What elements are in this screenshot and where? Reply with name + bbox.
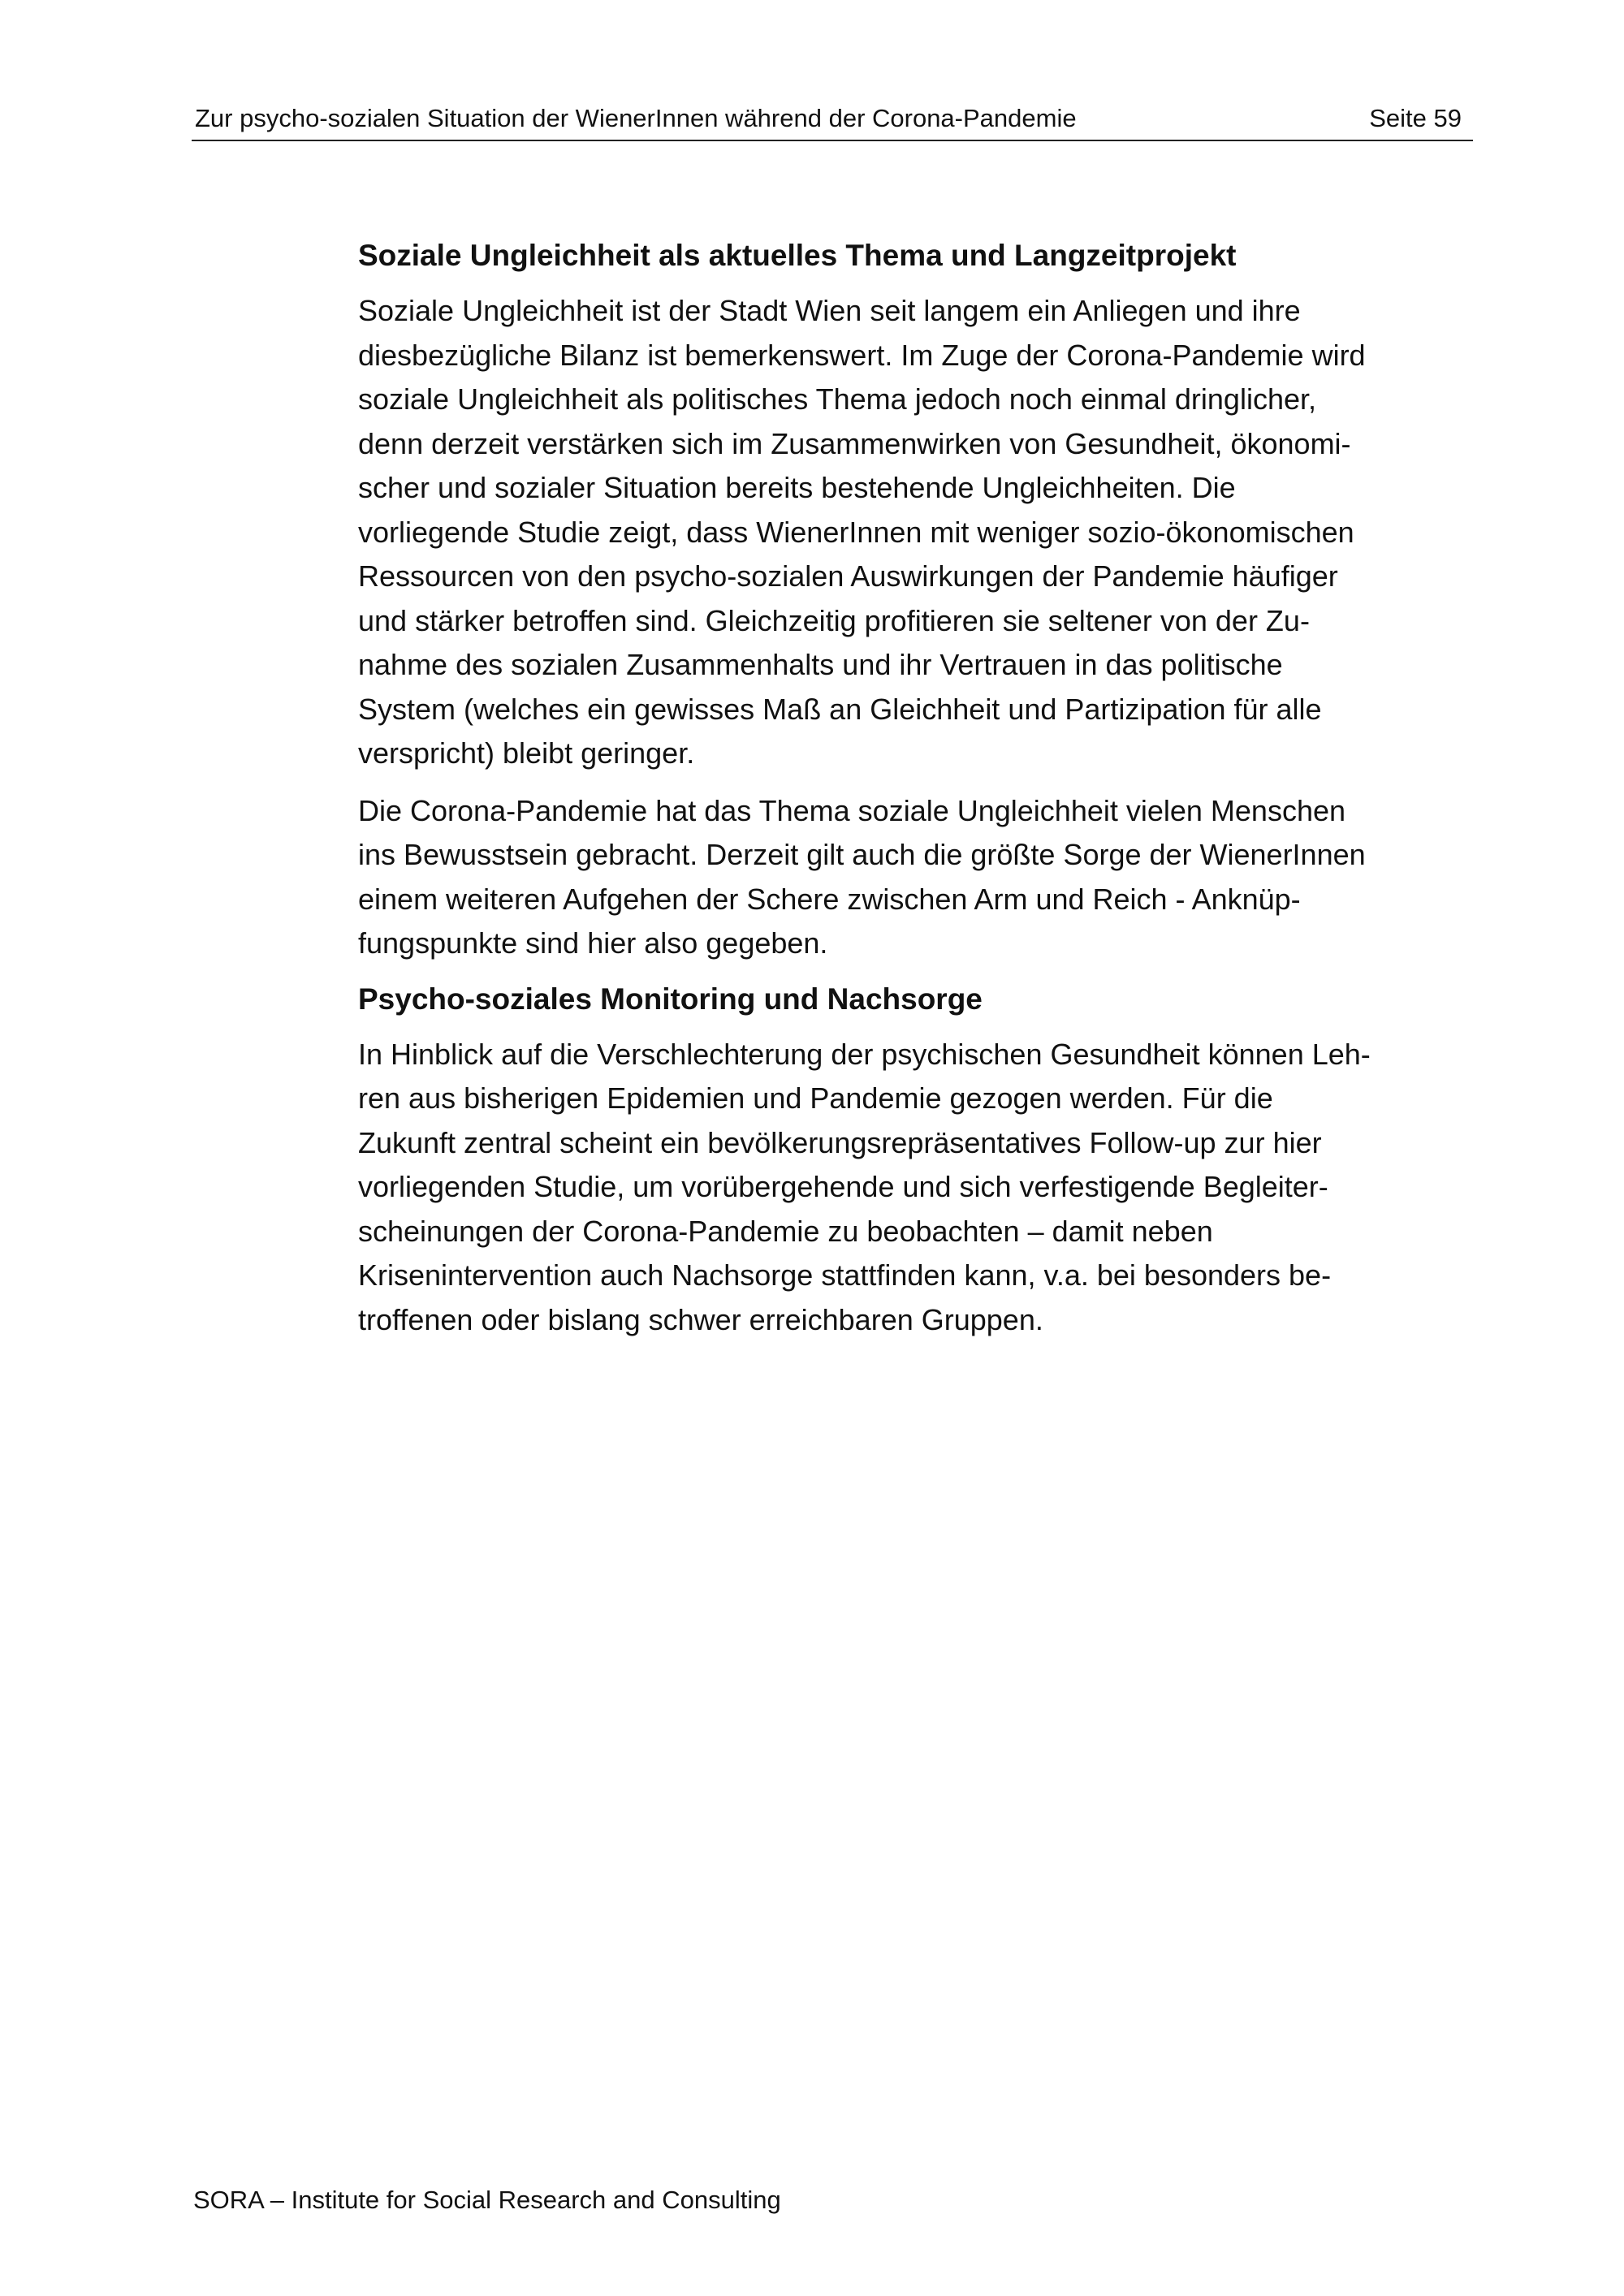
text-line: Die Corona-Pandemie hat das Thema soziale Ungleichheit vielen Menschen xyxy=(358,793,1346,827)
text-line: fungspunkte sind hier also gegeben. xyxy=(358,926,828,960)
text-line: In Hinblick auf die Verschlechterung der psychischen Gesundheit können Leh- xyxy=(358,1037,1371,1071)
page-footer: SORA – Institute for Social Research and Consulting xyxy=(193,2186,781,2214)
page-number: Seite 59 xyxy=(1369,104,1462,132)
running-header-title: Zur psycho-sozialen Situation der WienerInnen während der Corona-Pandemie xyxy=(195,104,1077,132)
page-header xyxy=(192,102,1473,141)
text-line: System (welches ein gewisses Maß an Gleichheit und Partizipation für alle xyxy=(358,692,1322,726)
body-paragraph xyxy=(358,789,1483,966)
section-heading: Psycho-soziales Monitoring und Nachsorge xyxy=(358,982,983,1016)
text-line: ren aus bisherigen Epidemien und Pandemie gezogen werden. Für die xyxy=(358,1081,1273,1115)
text-line: ins Bewusstsein gebracht. Derzeit gilt auch die größte Sorge der WienerInnen xyxy=(358,838,1366,871)
text-line: einem weiteren Aufgehen der Schere zwischen Arm und Reich - Anknüp- xyxy=(358,882,1301,916)
text-line: denn derzeit verstärken sich im Zusammenwirken von Gesundheit, ökonomi- xyxy=(358,426,1351,460)
text-line: Ressourcen von den psycho-sozialen Auswirkungen der Pandemie häufiger xyxy=(358,559,1338,593)
body-paragraph xyxy=(358,1033,1483,1343)
text-line: scher und sozialer Situation bereits bestehende Ungleichheiten. Die xyxy=(358,471,1236,504)
section-heading: Soziale Ungleichheit als aktuelles Thema und Langzeitprojekt xyxy=(358,239,1237,272)
text-line: troffenen oder bislang schwer erreichbaren Gruppen. xyxy=(358,1302,1043,1336)
body-paragraph xyxy=(358,289,1483,776)
text-line: verspricht) bleibt geringer. xyxy=(358,736,695,770)
text-line: scheinungen der Corona-Pandemie zu beobachten – damit neben xyxy=(358,1214,1213,1248)
text-line: und stärker betroffen sind. Gleichzeitig profitieren sie seltener von der Zu- xyxy=(358,603,1310,637)
text-line: Krisenintervention auch Nachsorge stattfinden kann, v.a. bei besonders be- xyxy=(358,1258,1332,1292)
text-line: Soziale Ungleichheit ist der Stadt Wien seit langem ein Anliegen und ihre xyxy=(358,294,1301,327)
document-body xyxy=(358,235,1483,1355)
text-line: nahme des sozialen Zusammenhalts und ihr Vertrauen in das politische xyxy=(358,648,1283,681)
text-line: soziale Ungleichheit als politisches Thema jedoch noch einmal dringlicher, xyxy=(358,382,1316,416)
text-line: diesbezügliche Bilanz ist bemerkenswert. Im Zuge der Corona-Pandemie wird xyxy=(358,338,1366,372)
text-line: vorliegenden Studie, um vorübergehende und sich verfestigende Begleiter- xyxy=(358,1170,1328,1203)
text-line: vorliegende Studie zeigt, dass WienerInnen mit weniger sozio-ökonomischen xyxy=(358,515,1354,549)
text-line: Zukunft zentral scheint ein bevölkerungsrepräsentatives Follow-up zur hier xyxy=(358,1125,1322,1159)
